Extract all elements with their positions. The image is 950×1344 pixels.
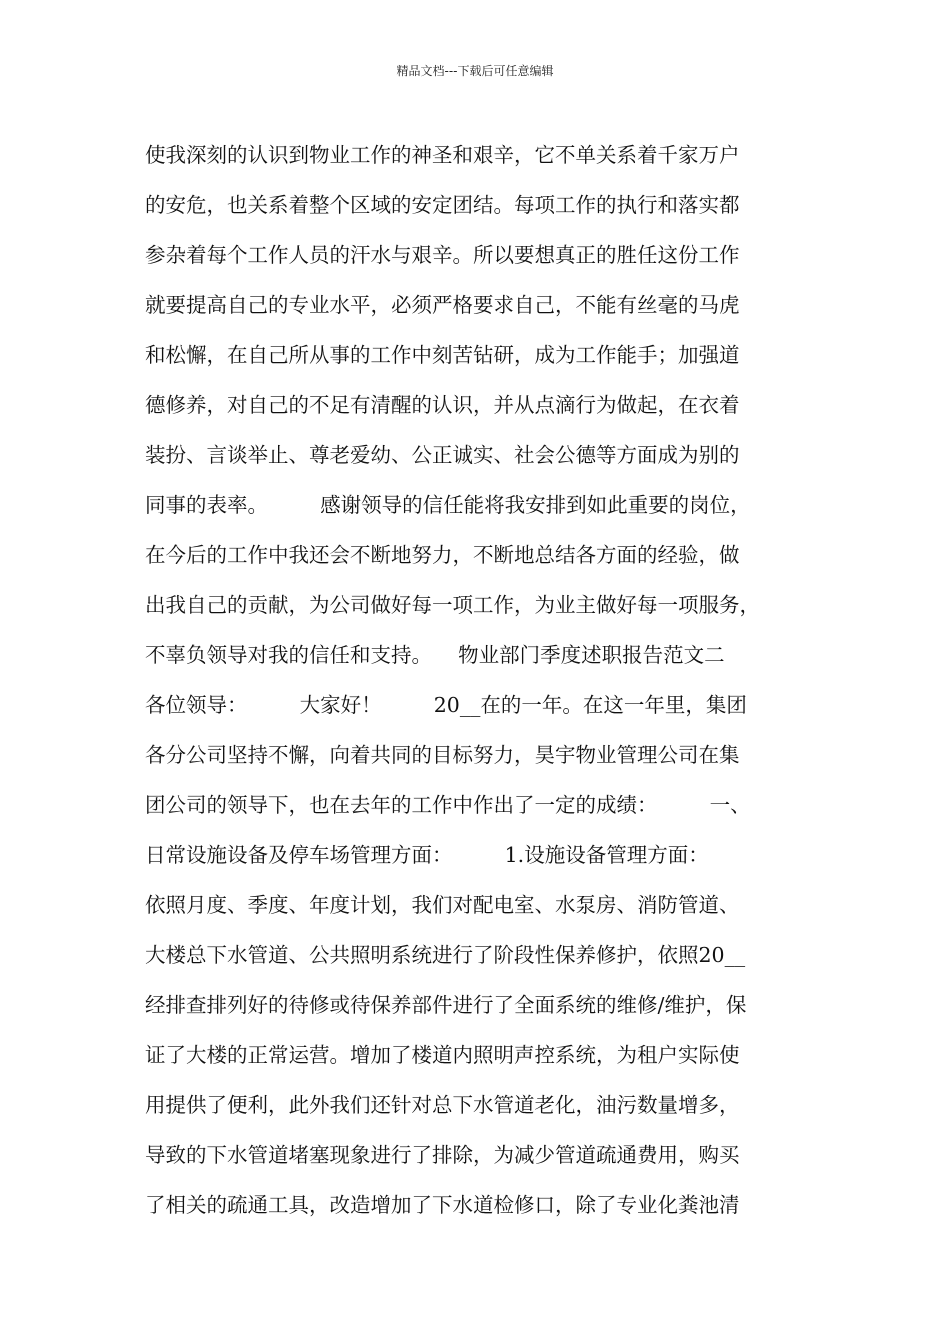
text-line: 不辜负领导对我的信任和支持。 物业部门季度述职报告范文二 [145, 643, 725, 667]
text-line: 的安危，也关系着整个区域的安定团结。每项工作的执行和落实都 [145, 193, 740, 217]
text-line: 各分公司坚持不懈，向着共同的目标努力，昊宇物业管理公司在集 [145, 743, 740, 767]
text-line: 出我自己的贡献，为公司做好每一项工作，为业主做好每一项服务， [145, 593, 760, 617]
text-line: 就要提高自己的专业水平，必须严格要求自己，不能有丝毫的马虎 [145, 293, 740, 317]
text-line: 参杂着每个工作人员的汗水与艰辛。所以要想真正的胜任这份工作 [145, 243, 740, 267]
text-line: 依照月度、季度、年度计划，我们对配电室、水泵房、消防管道、 [145, 893, 740, 917]
text-line: 证了大楼的正常运营。增加了楼道内照明声控系统，为租户实际使 [145, 1043, 740, 1067]
text-line: 德修养，对自己的不足有清醒的认识，并从点滴行为做起，在衣着 [145, 393, 740, 417]
text-line: 导致的下水管道堵塞现象进行了排除，为减少管道疏通费用，购买 [145, 1143, 740, 1167]
text-line: 同事的表率。 感谢领导的信任能将我安排到如此重要的岗位， [145, 493, 751, 517]
text-line: 各位领导： 大家好！ 20__在的一年。在这一年里，集团 [145, 693, 747, 717]
text-line: 日常设施设备及停车场管理方面： 1.设施设备管理方面： [145, 843, 709, 867]
text-line: 大楼总下水管道、公共照明系统进行了阶段性保养修护，依照20__ [145, 943, 746, 967]
text-line: 了相关的疏通工具，改造增加了下水道检修口，除了专业化粪池清 [145, 1193, 740, 1217]
text-line: 在今后的工作中我还会不断地努力，不断地总结各方面的经验，做 [145, 543, 740, 567]
text-line: 使我深刻的认识到物业工作的神圣和艰辛，它不单关系着千家万户 [145, 143, 740, 167]
text-line: 用提供了便利，此外我们还针对总下水管道老化，油污数量增多， [145, 1093, 740, 1117]
text-line: 经排查排列好的待修或待保养部件进行了全面系统的维修/维护，保 [145, 993, 747, 1017]
text-line: 和松懈，在自己所从事的工作中刻苦钻研，成为工作能手；加强道 [145, 343, 740, 367]
text-line: 团公司的领导下，也在去年的工作中作出了一定的成绩： 一、 [145, 793, 751, 817]
page-header: 精品文档---下载后可任意编辑 [396, 64, 554, 78]
text-line: 装扮、言谈举止、尊老爱幼、公正诚实、社会公德等方面成为别的 [145, 443, 740, 467]
document-body [145, 130, 825, 1230]
